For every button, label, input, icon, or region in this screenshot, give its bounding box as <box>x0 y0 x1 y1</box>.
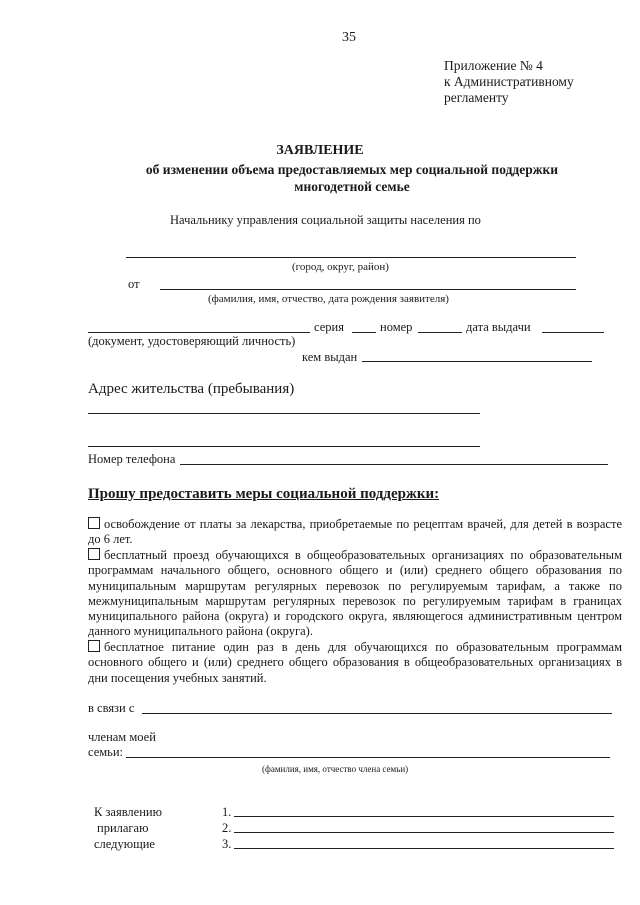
number-field[interactable] <box>418 332 462 333</box>
phone-label: Номер телефона <box>88 452 176 466</box>
document-subtitle: об изменении объема предоставляемых мер социальной поддержки <box>145 162 559 177</box>
attachment-number: 1. <box>222 805 232 819</box>
reason-label: в связи с <box>88 701 135 715</box>
option-text: бесплатное питание один раз в день для обучающихся по образовательным программам основного общего и (или) среднего общего образования в общеобразовательных организациях в дни посещения учебных занятий. <box>88 640 622 685</box>
addressee-to: Начальнику управления социальной защиты населения по <box>170 213 481 227</box>
attachments-label-line: прилагаю <box>97 821 149 835</box>
from-label: от <box>128 277 140 291</box>
phone-field[interactable] <box>180 464 608 465</box>
address-field-2[interactable] <box>88 446 480 447</box>
series-field[interactable] <box>352 332 376 333</box>
attachment-numbers <box>222 804 231 852</box>
appendix-line: Приложение № 4 <box>444 58 543 73</box>
option-checkbox[interactable] <box>88 640 100 652</box>
issue-date-field[interactable] <box>542 332 604 333</box>
city-hint: (город, округ, район) <box>292 261 389 273</box>
address-field-1[interactable] <box>88 413 480 414</box>
attachment-field-2[interactable] <box>234 832 614 833</box>
number-label: номер <box>380 320 413 334</box>
attachment-field-1[interactable] <box>234 816 614 817</box>
option-item <box>88 640 622 686</box>
members-label: членам моей <box>88 730 156 744</box>
option-checkbox[interactable] <box>88 517 100 529</box>
attachments-label-line: К заявлению <box>94 805 162 819</box>
members-label: семьи: <box>88 745 124 759</box>
option-text: бесплатный проезд обучающихся в общеобразовательных организациях по образовательным программам начального общего, основного общего и (или) среднего общего образования по муниципальным маршрутам регулярных перевозок по регулируемым тарифам, а также по межмуниципальным маршрутам регулярных перевозок по регулируемым тарифам в границах муниципального района (округа) и городского округа, являющегося административным центром данного муниципального района (округа). <box>88 548 622 639</box>
document-hint: (документ, удостоверяющий личность) <box>88 334 296 348</box>
applicant-field[interactable] <box>160 289 576 290</box>
option-checkbox[interactable] <box>88 548 100 560</box>
page-number: 35 <box>342 30 356 45</box>
document-field[interactable] <box>88 332 310 333</box>
member-hint: (фамилия, имя, отчество члена семьи) <box>262 764 409 774</box>
reason-field[interactable] <box>142 713 612 714</box>
series-label: серия <box>314 320 344 334</box>
attachment-number: 3. <box>222 837 232 851</box>
city-field[interactable] <box>126 257 576 258</box>
document-subtitle: многодетной семье <box>294 179 410 194</box>
attachment-number: 2. <box>222 821 232 835</box>
attachments-label <box>94 804 162 852</box>
issued-by-field[interactable] <box>362 361 592 362</box>
family-member-field[interactable] <box>126 757 610 758</box>
option-item <box>88 548 622 640</box>
address-label: Адрес жительства (пребывания) <box>88 381 295 397</box>
request-heading: Прошу предоставить меры социальной поддержки: <box>88 486 440 502</box>
option-item <box>88 517 622 548</box>
option-text: освобождение от платы за лекарства, приобретаемые по рецептам врачей, для детей в возрасте до 6 лет. <box>88 517 622 547</box>
applicant-hint: (фамилия, имя, отчество, дата рождения заявителя) <box>208 293 449 305</box>
issue-date-label: дата выдачи <box>466 320 531 334</box>
document-title: ЗАЯВЛЕНИЕ <box>276 143 364 158</box>
attachments-label-line: следующие <box>94 837 155 851</box>
issued-by-label: кем выдан <box>302 350 358 364</box>
attachment-field-3[interactable] <box>234 848 614 849</box>
appendix-line: к Административному <box>444 74 574 89</box>
appendix-block <box>444 58 574 106</box>
appendix-line: регламенту <box>444 90 509 105</box>
